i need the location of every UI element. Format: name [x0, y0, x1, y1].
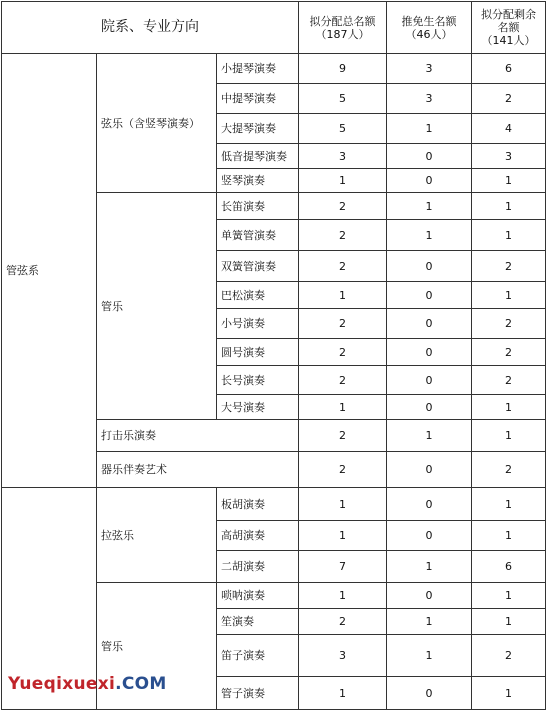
remain-cell: 2 — [472, 309, 546, 339]
remain-cell: 1 — [472, 521, 546, 551]
remain-cell: 2 — [472, 452, 546, 488]
exempt-cell: 1 — [387, 609, 472, 635]
remain-cell: 1 — [472, 677, 546, 710]
remain-cell: 6 — [472, 551, 546, 583]
table-row — [2, 488, 546, 521]
header-remain: 拟分配剩余 名额 （141人） — [472, 2, 546, 54]
site-watermark — [8, 674, 167, 694]
exempt-cell: 0 — [387, 395, 472, 420]
sub-cell: 小号演奏 — [217, 309, 299, 339]
remain-cell: 1 — [472, 609, 546, 635]
remain-cell: 2 — [472, 635, 546, 677]
header-exempt: 推免生名额 （46人） — [387, 2, 472, 54]
total-cell: 1 — [299, 488, 387, 521]
sub-cell: 唢呐演奏 — [217, 583, 299, 609]
remain-cell: 1 — [472, 220, 546, 251]
remain-cell: 1 — [472, 193, 546, 220]
remain-cell: 2 — [472, 251, 546, 282]
total-cell: 7 — [299, 551, 387, 583]
total-cell: 9 — [299, 54, 387, 84]
exempt-cell: 0 — [387, 366, 472, 395]
remain-cell: 2 — [472, 366, 546, 395]
dept-cell: 管弦系 — [2, 54, 97, 488]
total-cell: 3 — [299, 635, 387, 677]
exempt-cell: 0 — [387, 282, 472, 309]
exempt-cell: 0 — [387, 251, 472, 282]
total-cell: 1 — [299, 677, 387, 710]
total-cell: 3 — [299, 144, 387, 169]
sub-cell: 单簧管演奏 — [217, 220, 299, 251]
exempt-cell: 0 — [387, 144, 472, 169]
sub-cell: 巴松演奏 — [217, 282, 299, 309]
sub-cell: 笛子演奏 — [217, 635, 299, 677]
group-cell: 打击乐演奏 — [97, 420, 299, 452]
sub-cell: 中提琴演奏 — [217, 84, 299, 114]
total-cell: 2 — [299, 251, 387, 282]
sub-cell: 大号演奏 — [217, 395, 299, 420]
quota-table — [1, 1, 546, 710]
exempt-cell: 1 — [387, 193, 472, 220]
watermark-name: Yueqixuexi — [8, 674, 116, 694]
exempt-cell: 0 — [387, 488, 472, 521]
group-cell: 管乐 — [97, 583, 217, 710]
exempt-cell: 3 — [387, 54, 472, 84]
header-total: 拟分配总名额 （187人） — [299, 2, 387, 54]
exempt-cell: 1 — [387, 420, 472, 452]
sub-cell: 低音提琴演奏 — [217, 144, 299, 169]
total-cell: 2 — [299, 366, 387, 395]
group-cell: 管乐 — [97, 193, 217, 420]
remain-cell: 1 — [472, 169, 546, 193]
exempt-cell: 1 — [387, 635, 472, 677]
sub-cell: 小提琴演奏 — [217, 54, 299, 84]
sub-cell: 板胡演奏 — [217, 488, 299, 521]
header-dept: 院系、专业方向 — [2, 2, 299, 54]
sub-cell: 管子演奏 — [217, 677, 299, 710]
header-row — [2, 2, 546, 54]
total-cell: 2 — [299, 220, 387, 251]
exempt-cell: 0 — [387, 583, 472, 609]
table-row — [2, 54, 546, 84]
total-cell: 1 — [299, 521, 387, 551]
sub-cell: 笙演奏 — [217, 609, 299, 635]
exempt-cell: 0 — [387, 521, 472, 551]
total-cell: 1 — [299, 395, 387, 420]
exempt-cell: 0 — [387, 169, 472, 193]
total-cell: 2 — [299, 609, 387, 635]
remain-cell: 2 — [472, 84, 546, 114]
remain-cell: 1 — [472, 395, 546, 420]
remain-cell: 2 — [472, 339, 546, 366]
sub-cell: 高胡演奏 — [217, 521, 299, 551]
exempt-cell: 3 — [387, 84, 472, 114]
sub-cell: 长号演奏 — [217, 366, 299, 395]
total-cell: 5 — [299, 84, 387, 114]
remain-cell: 1 — [472, 488, 546, 521]
remain-cell: 6 — [472, 54, 546, 84]
sub-cell: 竖琴演奏 — [217, 169, 299, 193]
sub-cell: 圆号演奏 — [217, 339, 299, 366]
sub-cell: 双簧管演奏 — [217, 251, 299, 282]
exempt-cell: 0 — [387, 677, 472, 710]
exempt-cell: 0 — [387, 452, 472, 488]
total-cell: 2 — [299, 452, 387, 488]
total-cell: 1 — [299, 583, 387, 609]
total-cell: 2 — [299, 420, 387, 452]
exempt-cell: 1 — [387, 220, 472, 251]
total-cell: 2 — [299, 339, 387, 366]
group-cell: 拉弦乐 — [97, 488, 217, 583]
exempt-cell: 0 — [387, 309, 472, 339]
total-cell: 1 — [299, 282, 387, 309]
remain-cell: 1 — [472, 282, 546, 309]
remain-cell: 1 — [472, 583, 546, 609]
exempt-cell: 1 — [387, 551, 472, 583]
remain-cell: 4 — [472, 114, 546, 144]
remain-cell: 3 — [472, 144, 546, 169]
total-cell: 2 — [299, 193, 387, 220]
total-cell: 1 — [299, 169, 387, 193]
sub-cell: 大提琴演奏 — [217, 114, 299, 144]
remain-cell: 1 — [472, 420, 546, 452]
exempt-cell: 1 — [387, 114, 472, 144]
sub-cell: 二胡演奏 — [217, 551, 299, 583]
exempt-cell: 0 — [387, 339, 472, 366]
group-cell: 器乐伴奏艺术 — [97, 452, 299, 488]
total-cell: 2 — [299, 309, 387, 339]
group-cell: 弦乐（含竖琴演奏） — [97, 54, 217, 193]
sub-cell: 长笛演奏 — [217, 193, 299, 220]
watermark-tld: .COM — [115, 674, 167, 694]
total-cell: 5 — [299, 114, 387, 144]
